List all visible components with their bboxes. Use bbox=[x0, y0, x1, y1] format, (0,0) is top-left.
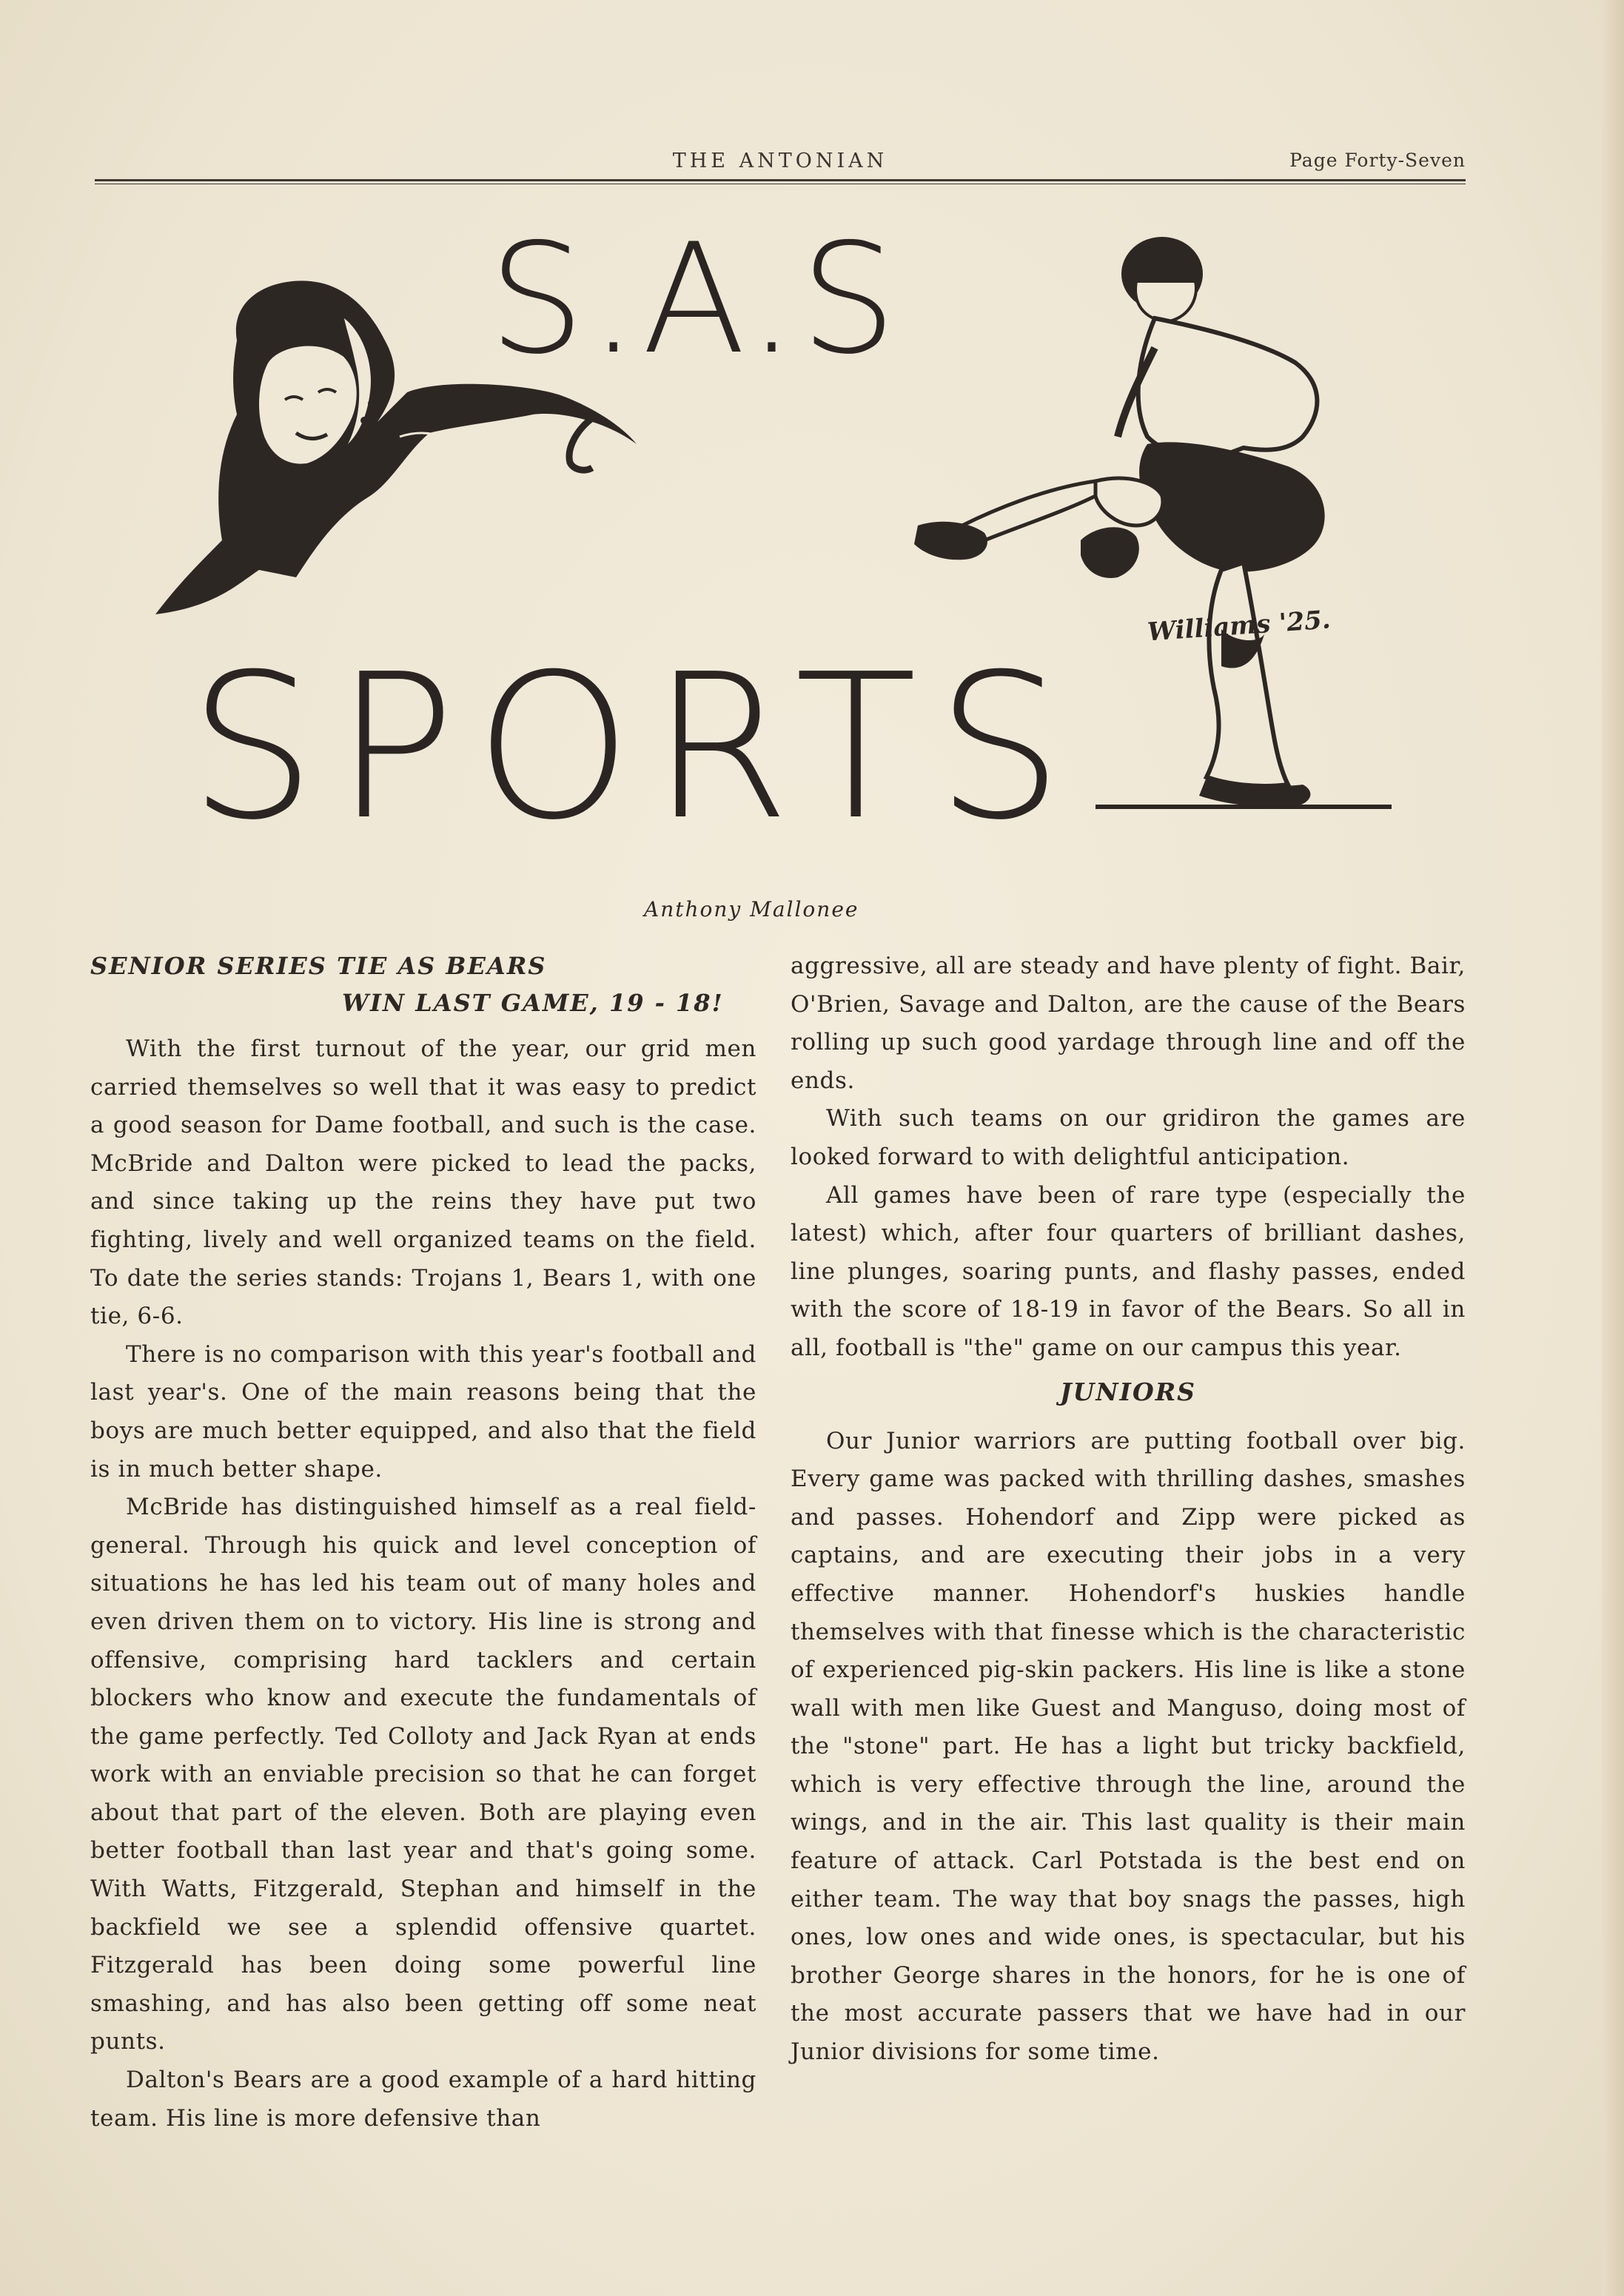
publication-title: THE ANTONIAN bbox=[672, 150, 888, 172]
running-head bbox=[95, 148, 1466, 181]
juniors-heading: JUNIORS bbox=[1060, 1377, 1196, 1406]
article-paragraph-continued: aggressive, all are steady and have plenty of fight. Bair, O'Brien, Savage and Dalton, are the cause of the Bears rolling up such good yardage through line and off the ends. bbox=[791, 953, 1466, 1094]
artist-signature: Williams '25. bbox=[1146, 605, 1332, 648]
article-paragraph: McBride has distinguished himself as a real field-general. Through his quick and level conception of situations he has led his team out of many holes and even driven them on to victory. His line is strong and offensive, comprising hard tacklers and certain blockers who know and execute the fundamentals of the game perfectly. Ted Colloty and Jack Ryan at ends work with an enviable precision so that he can forget about that part of the eleven. Both are playing even better football than last year and that's going some. With Watts, Fitzgerald, Stephan and himself in the backfield we see a splendid offensive quartet. Fitzgerald has been doing some powerful line smashing, and has also been getting off some neat punts. bbox=[90, 1494, 756, 2055]
article-paragraph: Dalton's Bears are a good example of a hard hitting team. His line is more defensive than bbox=[90, 2067, 756, 2132]
masthead-sas: S.A.S bbox=[489, 212, 902, 388]
page-edge bbox=[1602, 0, 1624, 2296]
article-paragraph: With such teams on our gridiron the games are looked forward to with delightful anticipation. bbox=[791, 1105, 1466, 1170]
article-headline-line2: WIN LAST GAME, 19 - 18! bbox=[342, 989, 724, 1017]
masthead-sports: SPORTS bbox=[189, 631, 1082, 864]
column-left bbox=[90, 947, 756, 2138]
byline: Anthony Mallonee bbox=[644, 897, 859, 922]
article-paragraph: There is no comparison with this year's football and last year's. One of the main reasons being that the boys are much better equipped, and also that the field is in much better shape. bbox=[90, 1340, 756, 1483]
football-player-illustration bbox=[148, 274, 651, 622]
article-headline-line1: SENIOR SERIES TIE AS BEARS bbox=[90, 952, 547, 980]
column-right bbox=[791, 947, 1466, 2072]
page-number: Page Forty-Seven bbox=[1289, 150, 1466, 171]
article-paragraph: With the first turnout of the year, our grid men carried themselves so well that it was easy to predict a good season for Dame football, and such is the case. McBride and Dalton were picked to lead the packs, and since taking up the reins they have put two fighting, lively and well organized teams on the field. To date the series stands: Trojans 1, Bears 1, with one tie, 6-6. bbox=[90, 1035, 756, 1330]
header-rule bbox=[95, 179, 1466, 181]
article-paragraph: All games have been of rare type (especially the latest) which, after four quarters of brilliant dashes, line plunges, soaring punts, and flashy passes, ended with the score of 18-19 in favor of the Bears. So all in all, football is "the" game on our campus this year. bbox=[791, 1181, 1466, 1361]
juniors-paragraph: Our Junior warriors are putting football over big. Every game was packed with thrilling dashes, smashes and passes. Hohendorf and Zipp were picked as captains, and are executing their jobs in a very effective manner. Hohendorf's huskies handle themselves with that finesse which is the characteristic of experienced pig-skin packers. His line is like a stone wall with men like Guest and Manguso, doing most of the "stone" part. He has a light but tricky backfield, which is very effective through the line, around the wings, and in the air. This last quality is their main feature of attack. Carl Potstada is the best end on either team. The way that boy snags the passes, high ones, low ones and wide ones, is spectacular, but his brother George shares in the honors, for he is one of the most accurate passers that we have had in our Junior divisions for some time. bbox=[791, 1427, 1466, 2066]
